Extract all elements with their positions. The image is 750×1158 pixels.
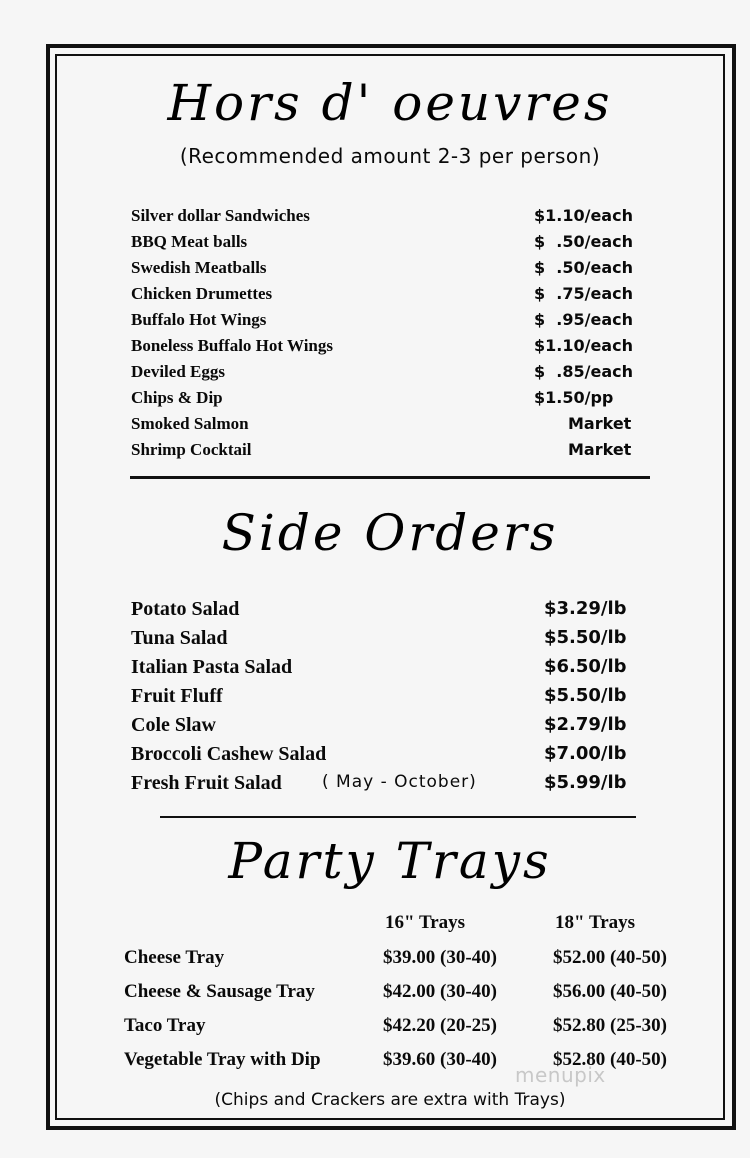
item-price: Market [568, 440, 632, 459]
item-note: ( May - October) [322, 772, 477, 792]
price-16: $39.60 (30-40) [383, 1049, 497, 1070]
hors-doeuvres-title: Hors d' oeuvres [167, 74, 613, 132]
menu-page [55, 54, 725, 1120]
item-name: Swedish Meatballs [131, 258, 267, 277]
item-name: Tuna Salad [131, 627, 228, 649]
item-price: $5.99/lb [544, 772, 627, 793]
menu-item [55, 284, 725, 310]
price-16: $42.20 (20-25) [383, 1015, 497, 1036]
menu-item [55, 743, 725, 772]
item-price: $ .85/each [534, 362, 633, 381]
item-price: $3.29/lb [544, 598, 627, 619]
menu-item [55, 685, 725, 714]
item-name: Buffalo Hot Wings [131, 310, 267, 329]
item-name: Broccoli Cashew Salad [131, 743, 327, 765]
menu-item [55, 310, 725, 336]
menu-item [55, 388, 725, 414]
price-18: $52.00 (40-50) [553, 947, 667, 968]
tray-name: Cheese Tray [124, 947, 225, 968]
item-name: Deviled Eggs [131, 362, 225, 381]
price-18: $52.80 (25-30) [553, 1015, 667, 1036]
table-row [55, 1015, 725, 1049]
item-name: Silver dollar Sandwiches [131, 206, 310, 225]
menu-item [55, 232, 725, 258]
table-row [55, 1049, 725, 1083]
item-price: $2.79/lb [544, 714, 627, 735]
price-18: $56.00 (40-50) [553, 981, 667, 1002]
item-name: Fresh Fruit Salad [131, 772, 282, 794]
item-name: Italian Pasta Salad [131, 656, 293, 678]
col-header-18: 18" Trays [555, 912, 636, 933]
tray-name: Taco Tray [124, 1015, 206, 1036]
menu-item [55, 656, 725, 685]
item-price: $1.10/each [534, 206, 633, 225]
item-price: $ .50/each [534, 258, 633, 277]
side-orders-title: Side Orders [221, 504, 559, 562]
section-divider [160, 816, 636, 818]
item-name: Shrimp Cocktail [131, 440, 252, 459]
item-price: $ .75/each [534, 284, 633, 303]
item-name: BBQ Meat balls [131, 232, 248, 251]
menu-item [55, 714, 725, 743]
price-18: $52.80 (40-50) [553, 1049, 667, 1070]
hors-doeuvres-subtitle: (Recommended amount 2-3 per person) [179, 144, 601, 168]
item-price: $1.50/pp [534, 388, 614, 407]
col-header-16: 16" Trays [385, 912, 466, 933]
watermark: menupix [515, 1063, 606, 1087]
item-price: $1.10/each [534, 336, 633, 355]
table-row [55, 981, 725, 1015]
table-row [55, 947, 725, 981]
trays-footer-note: (Chips and Crackers are extra with Trays) [214, 1090, 566, 1110]
item-name: Potato Salad [131, 598, 240, 620]
item-name: Cole Slaw [131, 714, 216, 736]
section-divider [130, 476, 650, 479]
tray-name: Cheese & Sausage Tray [124, 981, 315, 1002]
menu-item [55, 627, 725, 656]
menu-item [55, 414, 725, 440]
item-name: Smoked Salmon [131, 414, 249, 433]
menu-item [55, 772, 725, 801]
item-price: $5.50/lb [544, 685, 627, 706]
menu-item [55, 362, 725, 388]
item-name: Chips & Dip [131, 388, 223, 407]
item-name: Fruit Fluff [131, 685, 223, 707]
menu-item [55, 336, 725, 362]
price-16: $42.00 (30-40) [383, 981, 497, 1002]
menu-item [55, 258, 725, 284]
item-name: Boneless Buffalo Hot Wings [131, 336, 333, 355]
item-price: $5.50/lb [544, 627, 627, 648]
item-price: $6.50/lb [544, 656, 627, 677]
tray-name: Vegetable Tray with Dip [124, 1049, 321, 1070]
menu-item [55, 206, 725, 232]
menu-item [55, 440, 725, 466]
item-price: Market [568, 414, 632, 433]
menu-item [55, 598, 725, 627]
price-16: $39.00 (30-40) [383, 947, 497, 968]
item-price: $ .95/each [534, 310, 633, 329]
item-price: $7.00/lb [544, 743, 627, 764]
item-name: Chicken Drumettes [131, 284, 273, 303]
party-trays-title: Party Trays [228, 832, 552, 890]
table-header [55, 912, 725, 946]
item-price: $ .50/each [534, 232, 633, 251]
